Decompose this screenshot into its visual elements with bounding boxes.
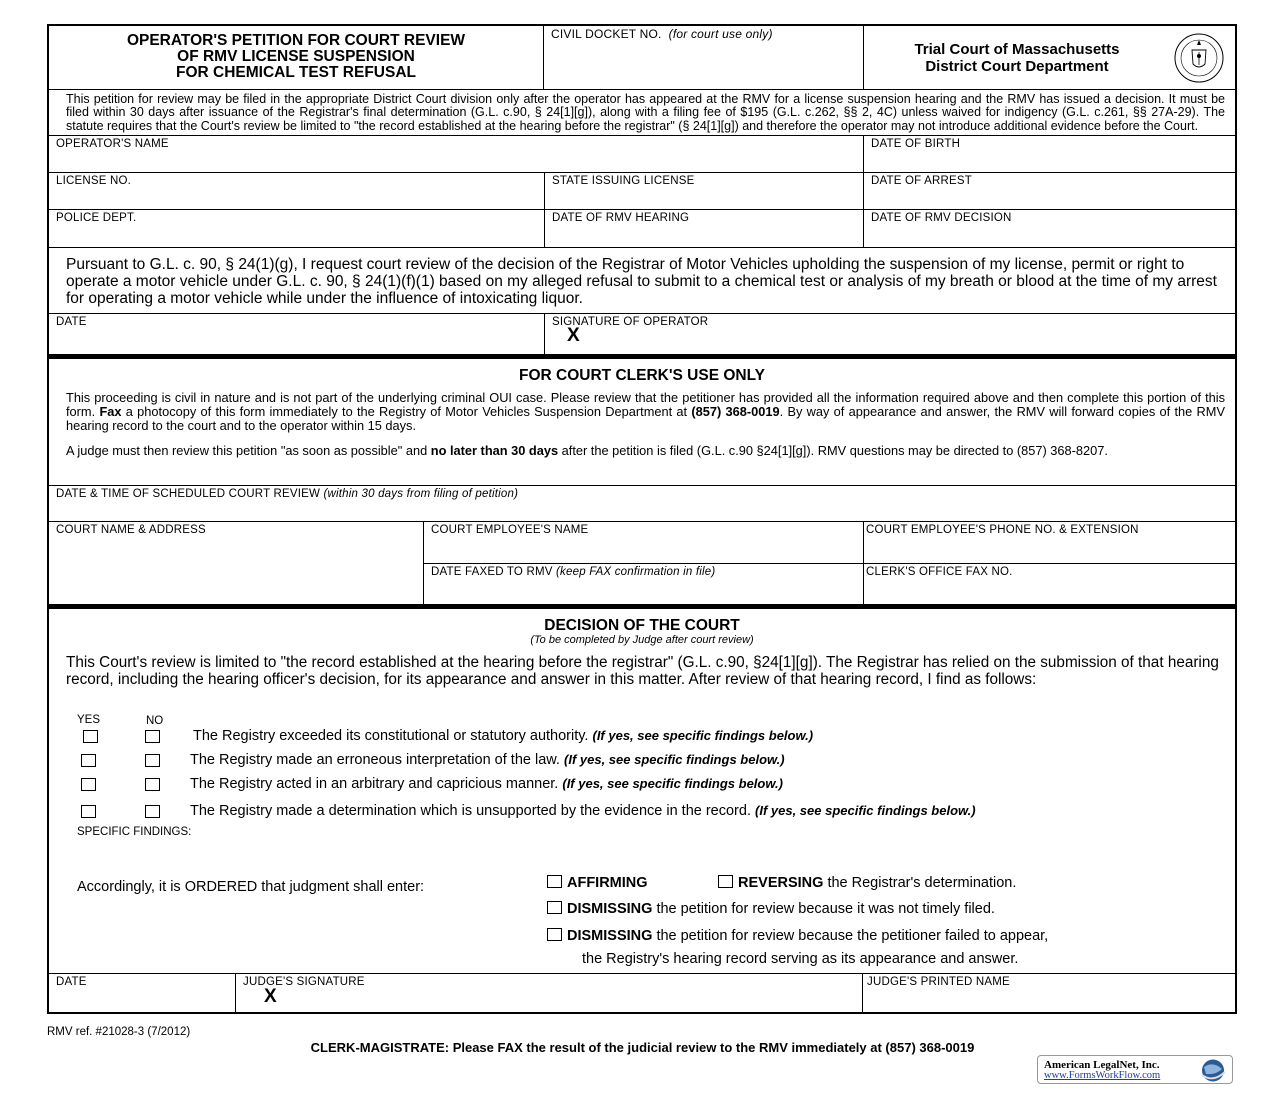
police-dept-label: POLICE DEPT. bbox=[56, 211, 137, 224]
yes-header: YES bbox=[77, 713, 101, 726]
form-title bbox=[49, 26, 543, 81]
dismiss-no-appear-line2: the Registry's hearing record serving as its appearance and answer. bbox=[582, 950, 1019, 967]
judge-signature-label: JUDGE'S SIGNATURE bbox=[243, 975, 365, 988]
operator-row bbox=[49, 136, 1235, 173]
finding-3-yes-checkbox[interactable] bbox=[81, 778, 96, 791]
finding-2-text: The Registry made an erroneous interpretation of the law. bbox=[190, 751, 560, 768]
finding-4-note: (If yes, see specific findings below.) bbox=[755, 802, 976, 818]
employee-phone-field[interactable] bbox=[864, 522, 1235, 564]
license-no-label: LICENSE NO. bbox=[56, 174, 132, 187]
judge-signature-field[interactable] bbox=[236, 974, 863, 1012]
clerk-section-title: FOR COURT CLERK'S USE ONLY bbox=[519, 366, 765, 384]
globe-icon bbox=[1198, 1057, 1228, 1084]
affirming-label: AFFIRMING bbox=[567, 874, 648, 891]
court-cell bbox=[864, 26, 1235, 89]
finding-1-no-checkbox[interactable] bbox=[145, 730, 160, 743]
decision-intro: This Court's review is limited to "the record established at the hearing before the registrar" (G.L. c.90, §24[1][g]). The Registrar has relied on the submission of that hearing record, including the hearing officer's decision, for its appearance and answer in this matter. After review of that hearing record, I find as follows: bbox=[66, 653, 1219, 688]
date-faxed-field[interactable] bbox=[424, 564, 863, 578]
ordered-text: Accordingly, it is ORDERED that judgment shall enter: bbox=[77, 878, 425, 895]
operator-signature-x: X bbox=[567, 324, 580, 346]
court-info-row bbox=[49, 522, 1235, 609]
affirming-checkbox[interactable] bbox=[547, 875, 562, 888]
clerk-section bbox=[49, 359, 1235, 486]
decision-section bbox=[49, 609, 1235, 974]
docket-label: CIVIL DOCKET NO. bbox=[551, 27, 662, 41]
finding-3-no-checkbox[interactable] bbox=[145, 778, 160, 791]
finding-4-text: The Registry made a determination which is unsupported by the evidence in the record. bbox=[190, 802, 751, 819]
clerk-para-1-phone: (857) 368-0019 bbox=[691, 403, 780, 419]
specific-findings-label: SPECIFIC FINDINGS: bbox=[77, 825, 192, 838]
intro-row bbox=[49, 90, 1235, 136]
intro-text: This petition for review may be filed in the appropriate District Court division only after the operator has appeared at the RMV for a license suspension hearing and the RMV has issued a decision. It must be filed within 30 days after issuance of the Registrar's final determination (G.L. c.90, § 24[1][g]), along with a filing fee of $195 (G.L. c.262, §§ 2, 4C) unless waived for indigency (G.L. c.261, §§ 27A-29). The statute requires that the Court's review be limited to "the record established at the hearing before the registrar" (§ 24[1][g]) and therefore the operator may not introduce additional evidence before the Court. bbox=[66, 92, 1225, 133]
affirming-option[interactable] bbox=[547, 875, 648, 891]
finding-1-note: (If yes, see specific findings below.) bbox=[592, 727, 814, 743]
reversing-checkbox[interactable] bbox=[718, 875, 733, 888]
clerk-para-2-a: A judge must then review this petition "as soon as possible" and bbox=[66, 442, 431, 458]
clerk-para-1-fax: Fax bbox=[99, 403, 122, 419]
title-line-1: OPERATOR'S PETITION FOR COURT REVIEW bbox=[126, 32, 466, 49]
dismiss-no-appear-option[interactable] bbox=[547, 928, 1048, 944]
logo-url: www.FormsWorkFlow.com bbox=[1044, 1070, 1161, 1081]
court-address-field[interactable] bbox=[49, 522, 424, 604]
clerk-para-1-a: This proceeding is civil in nature and is not part of the underlying criminal OUI case. Please review that the petitioner has provided all the information required above and then complete this portion of this form. bbox=[66, 389, 1225, 419]
judge-date-label: DATE bbox=[56, 975, 87, 988]
finding-3-text: The Registry acted in an arbitrary and capricious manner. bbox=[190, 775, 559, 792]
judge-signature-x: X bbox=[264, 985, 277, 1007]
judge-date-field[interactable] bbox=[49, 974, 236, 1012]
no-header: NO bbox=[146, 714, 164, 727]
docket-cell[interactable] bbox=[544, 26, 864, 89]
date-arrest-label: DATE OF ARREST bbox=[871, 174, 972, 187]
rmv-ref: RMV ref. #21028-3 (7/2012) bbox=[47, 1026, 191, 1038]
finding-2-yes-checkbox[interactable] bbox=[81, 754, 96, 767]
dismiss-untimely-checkbox[interactable] bbox=[547, 901, 562, 914]
date-arrest-field[interactable] bbox=[864, 173, 1235, 209]
employee-name-field[interactable] bbox=[424, 522, 863, 564]
massachusetts-seal-icon bbox=[1173, 32, 1225, 84]
rmv-hearing-date-field[interactable] bbox=[545, 210, 864, 247]
police-row bbox=[49, 210, 1235, 248]
court-dept: District Court Department bbox=[925, 58, 1109, 75]
petition-form bbox=[47, 24, 1237, 1014]
clerk-fax-field[interactable] bbox=[864, 564, 1235, 578]
operator-signature-label: SIGNATURE OF OPERATOR bbox=[552, 315, 709, 328]
judge-name-field[interactable] bbox=[863, 974, 1235, 1012]
court-address-label: COURT NAME & ADDRESS bbox=[56, 523, 206, 536]
operator-date-label: DATE bbox=[56, 315, 87, 328]
employee-name-label: COURT EMPLOYEE'S NAME bbox=[431, 523, 589, 536]
operator-signature-field[interactable] bbox=[545, 314, 1235, 354]
dismiss-no-appear-label: DISMISSING bbox=[567, 927, 653, 944]
clerk-para-1 bbox=[49, 391, 1235, 433]
finding-2-no-checkbox[interactable] bbox=[145, 754, 160, 767]
finding-4-no-checkbox[interactable] bbox=[145, 805, 160, 818]
dob-field[interactable] bbox=[864, 136, 1235, 172]
title-line-2: OF RMV LICENSE SUSPENSION bbox=[177, 48, 415, 65]
clerk-para-1-b: a photocopy of this form immediately to the Registry of Motor Vehicles Suspension Department at bbox=[121, 403, 692, 419]
dismiss-untimely-tail: the petition for review because it was not timely filed. bbox=[656, 900, 995, 917]
rmv-hearing-date-label: DATE OF RMV HEARING bbox=[552, 211, 690, 224]
legalnet-logo[interactable] bbox=[1037, 1055, 1233, 1084]
reversing-tail: the Registrar's determination. bbox=[827, 874, 1017, 891]
rmv-decision-date-field[interactable] bbox=[864, 210, 1235, 247]
scheduled-review-label: DATE & TIME OF SCHEDULED COURT REVIEW bbox=[56, 487, 321, 500]
license-no-field[interactable] bbox=[49, 173, 545, 209]
scheduled-review-field[interactable] bbox=[49, 486, 1235, 522]
finding-4-yes-checkbox[interactable] bbox=[81, 805, 96, 818]
rmv-decision-date-label: DATE OF RMV DECISION bbox=[871, 211, 1012, 224]
finding-1-yes-checkbox[interactable] bbox=[83, 730, 98, 743]
decision-title: DECISION OF THE COURT bbox=[544, 616, 740, 634]
dismiss-untimely-option[interactable] bbox=[547, 901, 995, 917]
court-employee-col bbox=[424, 522, 864, 604]
pursuant-row bbox=[49, 248, 1235, 314]
judge-name-label: JUDGE'S PRINTED NAME bbox=[867, 975, 1010, 988]
clerk-para-2 bbox=[49, 444, 1235, 458]
license-row bbox=[49, 173, 1235, 210]
finding-2-note: (If yes, see specific findings below.) bbox=[564, 751, 785, 767]
clerk-para-2-bold: no later than 30 days bbox=[430, 442, 559, 458]
clerk-para-1-c: . By way of appearance and answer, the RMV will forward copies of the RMV hearing record to the court and to the operator within 15 days. bbox=[66, 403, 1225, 433]
court-name: Trial Court of Massachusetts bbox=[914, 41, 1120, 58]
state-issuing-field[interactable] bbox=[545, 173, 864, 209]
judge-sign-row bbox=[49, 974, 1235, 1012]
dismiss-no-appear-checkbox[interactable] bbox=[547, 928, 562, 941]
finding-3-note: (If yes, see specific findings below.) bbox=[562, 775, 783, 791]
reversing-option[interactable] bbox=[718, 875, 1016, 891]
finding-1-text: The Registry exceeded its constitutional or statutory authority. bbox=[193, 727, 589, 744]
police-dept-field[interactable] bbox=[49, 210, 545, 247]
scheduled-review-note: (within 30 days from filing of petition) bbox=[323, 487, 519, 500]
title-cell bbox=[49, 26, 544, 89]
reversing-label: REVERSING bbox=[738, 874, 824, 891]
header-row bbox=[49, 26, 1235, 90]
decision-subtitle: (To be completed by Judge after court review) bbox=[530, 633, 754, 646]
clerk-contact-col bbox=[864, 522, 1235, 604]
date-faxed-note: (keep FAX confirmation in file) bbox=[556, 565, 716, 578]
dob-label: DATE OF BIRTH bbox=[871, 137, 961, 150]
title-line-3: FOR CHEMICAL TEST REFUSAL bbox=[176, 64, 416, 81]
clerk-magistrate-note: CLERK-MAGISTRATE: Please FAX the result of the judicial review to the RMV immediately at (857) 368-0019 bbox=[310, 1040, 975, 1055]
clerk-fax-label: CLERK'S OFFICE FAX NO. bbox=[866, 565, 1013, 578]
operator-name-field[interactable] bbox=[49, 136, 864, 172]
state-issuing-label: STATE ISSUING LICENSE bbox=[552, 174, 695, 187]
logo-name: American LegalNet, Inc. bbox=[1044, 1059, 1160, 1071]
clerk-para-2-b: after the petition is filed (G.L. c.90 §24[1][g]). RMV questions may be directed to (857) 368-8207. bbox=[558, 442, 1108, 458]
pursuant-text: Pursuant to G.L. c. 90, § 24(1)(g), I request court review of the decision of the Registrar of Motor Vehicles upholding the suspension of my license, permit or right to operate a motor vehicle under G.L. c. 90, § 24(1)(f)(1) based on my alleged refusal to submit to a chemical test or analysis of my breath or blood at the time of my arrest for operating a motor vehicle while under the influence of intoxicating liquor. bbox=[66, 255, 1217, 307]
operator-name-label: OPERATOR'S NAME bbox=[56, 137, 169, 150]
docket-note: (for court use only) bbox=[668, 27, 773, 41]
date-faxed-label: DATE FAXED TO RMV bbox=[431, 565, 553, 578]
employee-phone-label: COURT EMPLOYEE'S PHONE NO. & EXTENSION bbox=[866, 523, 1139, 536]
dismiss-untimely-label: DISMISSING bbox=[567, 900, 653, 917]
dismiss-no-appear-tail: the petition for review because the petitioner failed to appear, bbox=[656, 927, 1049, 944]
operator-date-field[interactable] bbox=[49, 314, 545, 354]
operator-sign-row bbox=[49, 314, 1235, 359]
